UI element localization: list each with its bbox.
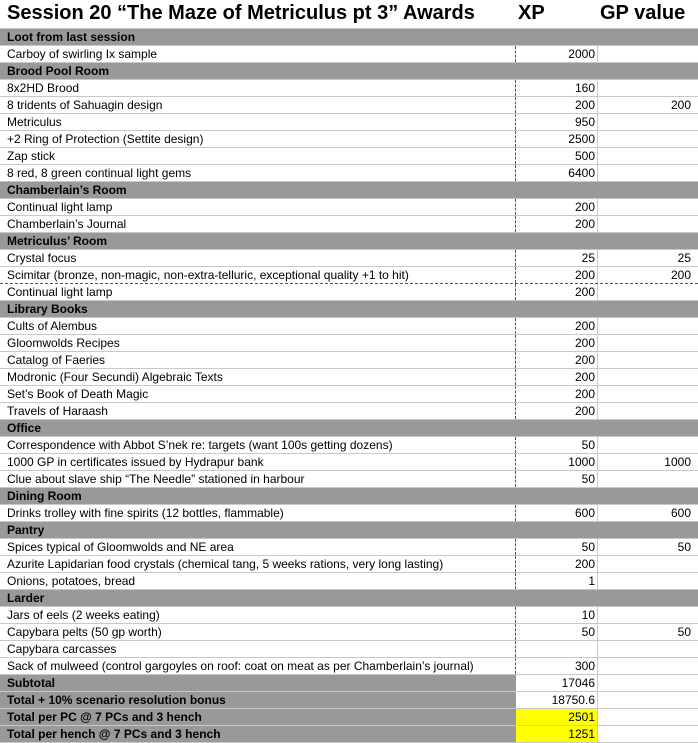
section-label: Chamberlain’s Room [7,183,127,197]
xp-cell: 200 [516,97,598,113]
table-row [0,165,698,182]
xp-cell: 950 [516,114,598,130]
total-row [0,726,698,743]
xp-cell: 50 [516,471,598,487]
gp-cell [598,165,698,181]
gp-cell [598,437,698,453]
table-row [0,80,698,97]
gp-cell [598,284,698,300]
gp-cell [598,675,698,691]
gp-cell [598,386,698,402]
item-label: Modronic (Four Secundi) Algebraic Texts [0,369,516,385]
table-row [0,505,698,522]
gp-cell [598,182,698,198]
gp-cell [598,301,698,317]
gp-cell [598,573,698,589]
item-label: Zap stick [0,148,516,164]
section-header-row [0,182,698,199]
table-row [0,216,698,233]
item-label: 8 red, 8 green continual light gems [0,165,516,181]
table-row [0,148,698,165]
item-label: Continual light lamp [0,199,516,215]
table-row [0,46,698,63]
gp-cell [598,114,698,130]
gp-cell [598,199,698,215]
section-label: Dining Room [7,489,82,503]
gp-cell [598,488,698,504]
section-label: Brood Pool Room [7,64,109,78]
xp-cell: 25 [516,250,598,266]
table-row [0,624,698,641]
table-body [0,29,698,743]
gp-cell [598,556,698,572]
gp-cell: 200 [670,268,691,282]
table-row [0,114,698,131]
xp-cell: 200 [516,318,598,334]
item-label: Total per hench @ 7 PCs and 3 hench [0,726,516,742]
section-header-row [0,488,698,505]
table-row [0,352,698,369]
table-row [0,573,698,590]
gp-cell [598,335,698,351]
table-row [0,471,698,488]
total-row [0,692,698,709]
xp-cell: 10 [516,607,598,623]
gp-cell [598,420,698,436]
section-header-row [0,233,698,250]
gp-cell: 25 [677,251,691,265]
section-header-row [0,522,698,539]
xp-cell: 200 [516,267,598,283]
item-label: Capybara pelts (50 gp worth) [0,624,516,640]
gp-cell [598,318,698,334]
gp-cell [598,641,698,657]
section-header-row [0,301,698,318]
section-label: Loot from last session [7,30,136,44]
xp-cell [516,301,598,317]
xp-cell: 17046 [516,675,598,691]
item-label: Onions, potatoes, bread [0,573,516,589]
xp-cell [516,488,598,504]
xp-cell: 2500 [516,131,598,147]
gp-cell [598,80,698,96]
xp-cell: 1251 [516,726,598,742]
xp-cell: 300 [516,658,598,674]
gp-cell [598,29,698,45]
item-label: Jars of eels (2 weeks eating) [0,607,516,623]
xp-cell: 600 [516,505,598,521]
sheet-title: Session 20 “The Maze of Metriculus pt 3” Awards [7,2,475,24]
section-header-row [0,420,698,437]
item-label: +2 Ring of Protection (Settite design) [0,131,516,147]
item-label: Continual light lamp [0,284,516,300]
item-label: Gloomwolds Recipes [0,335,516,351]
xp-cell: 1 [516,573,598,589]
item-label: Drinks trolley with fine spirits (12 bottles, flammable) [0,505,516,521]
gp-cell [598,522,698,538]
section-label: Library Books [7,302,88,316]
table-row [0,131,698,148]
xp-column-header: XP [518,2,545,24]
xp-cell [516,182,598,198]
xp-cell: 500 [516,148,598,164]
item-label: Cults of Alembus [0,318,516,334]
table-row [0,403,698,420]
xp-cell [516,29,598,45]
xp-cell: 18750.6 [516,692,598,708]
table-row [0,369,698,386]
table-row [0,437,698,454]
gp-cell [598,352,698,368]
table-row [0,556,698,573]
item-label: Scimitar (bronze, non-magic, non-extra-telluric, exceptional quality +1 to hit) [0,267,516,283]
table-row [0,539,698,556]
xp-cell: 200 [516,403,598,419]
gp-cell: 200 [670,98,691,112]
xp-cell [516,420,598,436]
total-row [0,675,698,692]
header-row [0,0,698,29]
item-label: 8 tridents of Sahuagin design [0,97,516,113]
item-label: 1000 GP in certificates issued by Hydrapur bank [0,454,516,470]
gp-cell: 1000 [664,455,691,469]
xp-cell: 50 [516,539,598,555]
table-row [0,97,698,114]
gp-cell [598,726,698,742]
gp-cell [598,131,698,147]
xp-cell [516,63,598,79]
xp-cell: 200 [516,369,598,385]
section-header-row [0,29,698,46]
gp-cell [598,148,698,164]
gp-cell [598,216,698,232]
table-row [0,386,698,403]
xp-cell [516,590,598,606]
gp-cell [598,709,698,725]
xp-cell: 1000 [516,454,598,470]
table-row [0,250,698,267]
xp-cell: 160 [516,80,598,96]
total-row [0,709,698,726]
item-label: Carboy of swirling Ix sample [0,46,516,62]
section-label: Pantry [7,523,45,537]
gp-cell [598,63,698,79]
xp-cell: 200 [516,216,598,232]
table-row [0,199,698,216]
table-row [0,641,698,658]
table-row [0,658,698,675]
item-label: Chamberlain’s Journal [0,216,516,232]
item-label: Metriculus [0,114,516,130]
section-label: Larder [7,591,45,605]
item-label: Clue about slave ship “The Needle” stationed in harbour [0,471,516,487]
gp-cell [598,658,698,674]
item-label: Spices typical of Gloomwolds and NE area [0,539,516,555]
xp-cell [516,641,598,657]
gp-column-header: GP value [600,2,686,24]
gp-cell [598,233,698,249]
item-label: Sack of mulweed (control gargoyles on roof: coat on meat as per Chamberlain’s journal) [0,658,516,674]
gp-cell: 50 [677,540,691,554]
table-row [0,284,698,301]
table-row [0,454,698,471]
item-label: Travels of Haraash [0,403,516,419]
gp-cell [598,403,698,419]
table-row [0,267,698,284]
item-label: Total + 10% scenario resolution bonus [0,692,516,708]
xp-cell: 2501 [516,709,598,725]
gp-cell [598,471,698,487]
gp-cell [598,46,698,62]
section-header-row [0,63,698,80]
xp-cell: 200 [516,335,598,351]
xp-cell: 200 [516,284,598,300]
item-label: Total per PC @ 7 PCs and 3 hench [0,709,516,725]
section-label: Office [7,421,42,435]
xp-cell: 200 [516,199,598,215]
item-label: 8x2HD Brood [0,80,516,96]
gp-cell [598,369,698,385]
gp-cell [598,590,698,606]
xp-cell [516,233,598,249]
gp-cell [598,607,698,623]
xp-cell: 50 [516,437,598,453]
item-label: Crystal focus [0,250,516,266]
item-label: Azurite Lapidarian food crystals (chemical tang, 5 weeks rations, very long lasting) [0,556,516,572]
table-row [0,318,698,335]
xp-cell: 6400 [516,165,598,181]
xp-cell: 50 [516,624,598,640]
xp-cell: 200 [516,386,598,402]
xp-cell [516,522,598,538]
table-row [0,607,698,624]
item-label: Catalog of Faeries [0,352,516,368]
item-label: Subtotal [0,675,516,691]
xp-cell: 2000 [516,46,598,62]
table-row [0,335,698,352]
item-label: Correspondence with Abbot S’nek re: targets (want 100s getting dozens) [0,437,516,453]
xp-cell: 200 [516,352,598,368]
gp-cell: 600 [670,506,691,520]
gp-cell: 50 [677,625,691,639]
section-label: Metriculus’ Room [7,234,108,248]
section-header-row [0,590,698,607]
xp-cell: 200 [516,556,598,572]
item-label: Capybara carcasses [0,641,516,657]
item-label: Set’s Book of Death Magic [0,386,516,402]
gp-cell [598,692,698,708]
